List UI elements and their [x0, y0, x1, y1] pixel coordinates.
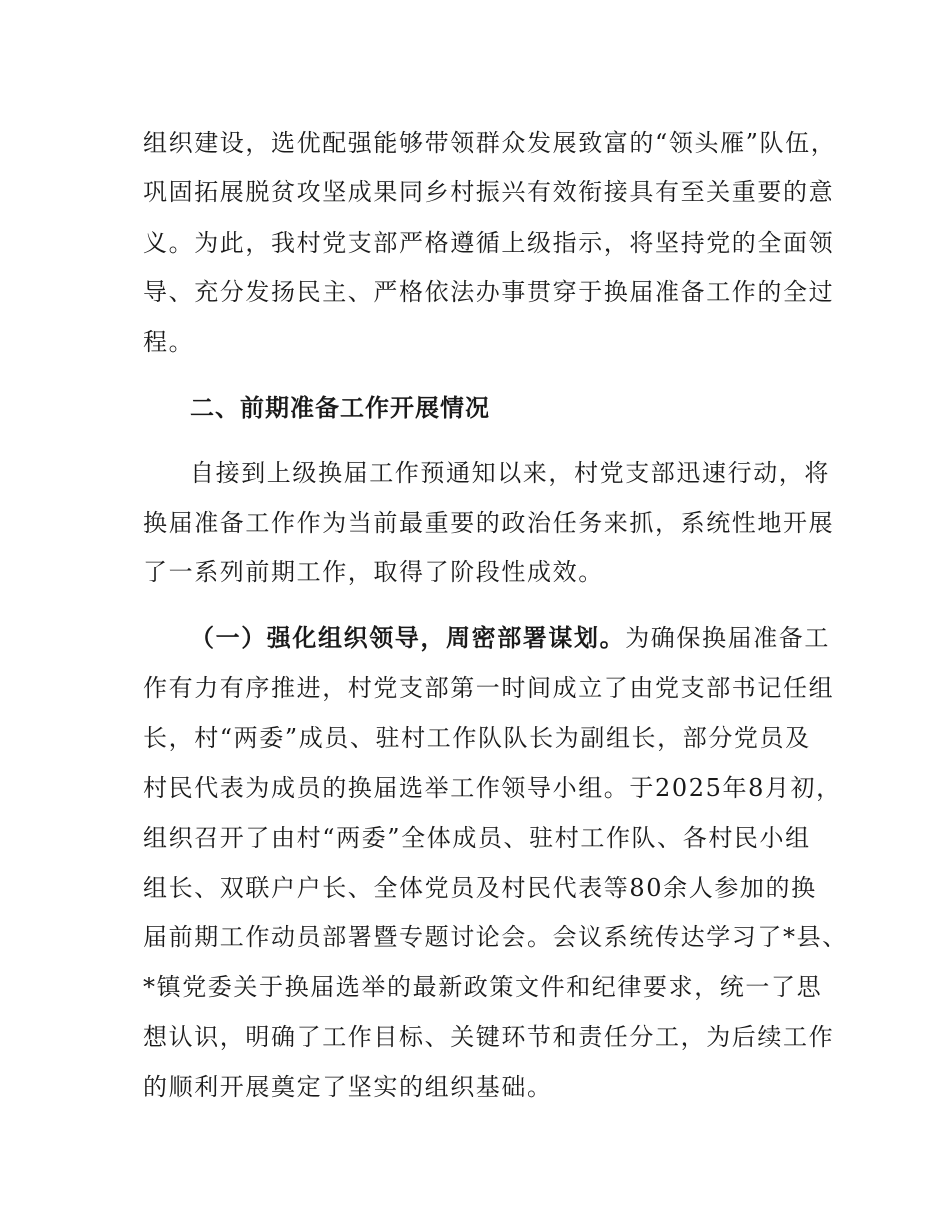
subsection-1-line-2: 作有力有序推进，村党支部第一时间成立了由党支部书记任组	[143, 674, 835, 702]
subsection-1-line-7: 届前期工作动员部署暨专题讨论会。会议系统传达学习了*县、	[143, 923, 848, 951]
subsection-1-first-line-rest: 为确保换届准备工	[625, 624, 831, 652]
subsection-1-line-6: 组长、双联户户长、全体党员及村民代表等80余人参加的换	[143, 874, 817, 902]
subsection-1-line-4: 村民代表为成员的换届选举工作领导小组。于2025年8月初，	[143, 774, 842, 802]
subsection-1-line-3: 长，村“两委”成员、驻村工作队队长为副组长，部分党员及	[143, 724, 811, 752]
intro-line-1: 组织建设，选优配强能够带领群众发展致富的“领头雁”队伍，	[143, 129, 837, 157]
subsection-1-line-8: *镇党委关于换届选举的最新政策文件和纪律要求，统一了思	[143, 973, 823, 1001]
intro-line-4: 导、充分发扬民主、严格依法办事贯穿于换届准备工作的全过	[143, 278, 835, 306]
section-heading: 二、前期准备工作开展情况	[190, 394, 490, 422]
subsection-1-title: （一）强化组织领导，周密部署谋划。	[190, 624, 626, 652]
section-intro-line-2: 换届准备工作作为当前最重要的政治任务来抓，系统性地开展	[143, 509, 835, 537]
subsection-1-line-10: 的顺利开展奠定了坚实的组织基础。	[143, 1073, 553, 1101]
intro-line-2: 巩固拓展脱贫攻坚成果同乡村振兴有效衔接具有至关重要的意	[143, 178, 835, 206]
section-intro-line-3: 了一系列前期工作，取得了阶段性成效。	[143, 558, 604, 586]
intro-line-3: 义。为此，我村党支部严格遵循上级指示，将坚持党的全面领	[143, 229, 835, 257]
intro-line-5: 程。	[143, 328, 195, 356]
subsection-1-line-9: 想认识，明确了工作目标、关键环节和责任分工，为后续工作	[143, 1023, 835, 1051]
subsection-1-line-5: 组织召开了由村“两委”全体成员、驻村工作队、各村民小组	[143, 824, 811, 852]
section-intro-line-1: 自接到上级换届工作预通知以来，村党支部迅速行动，将	[190, 459, 830, 487]
subsection-1-first-line	[190, 623, 830, 653]
